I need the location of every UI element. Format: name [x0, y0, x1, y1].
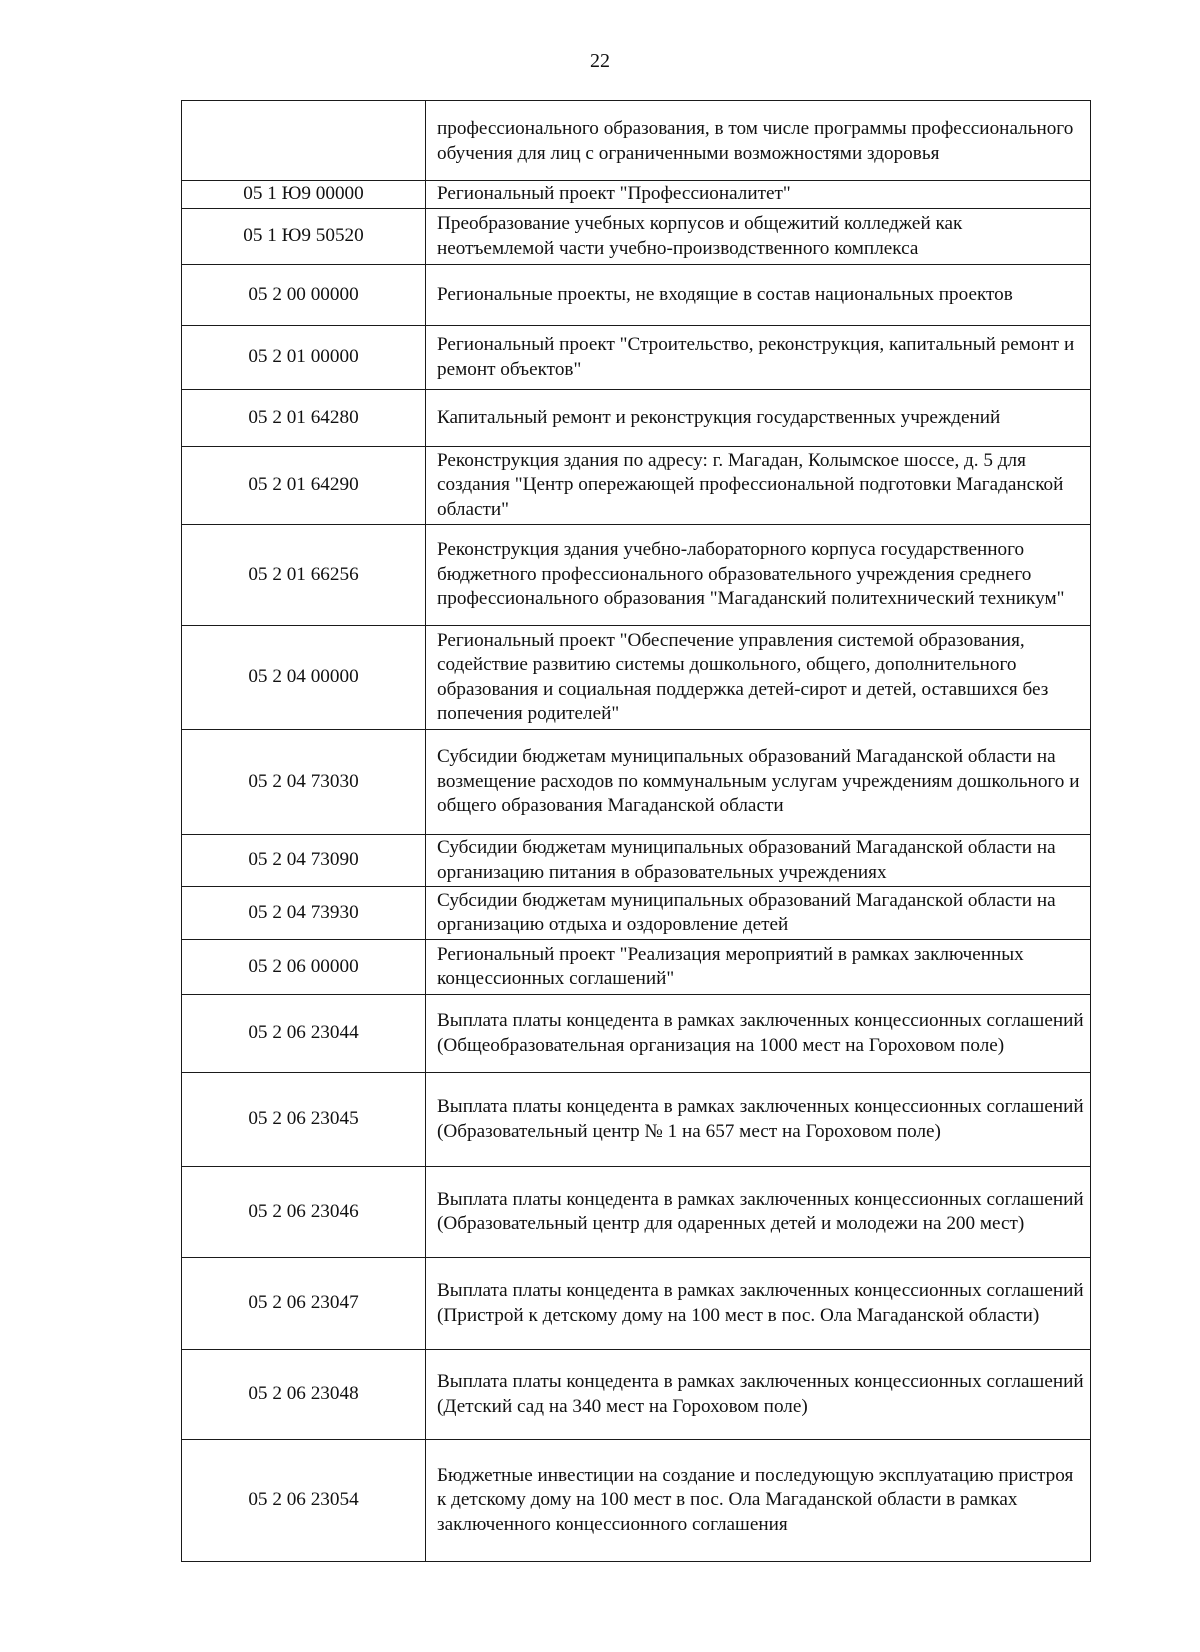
code-cell: 05 2 06 23054	[182, 1440, 426, 1562]
description-cell: Региональный проект "Реализация мероприятий в рамках заключенных концессионных соглашений"	[426, 940, 1091, 995]
description-cell: Преобразование учебных корпусов и общежитий колледжей как неотъемлемой части учебно-производственного комплекса	[426, 209, 1091, 265]
description-cell: Выплата платы концедента в рамках заключенных концессионных соглашений (Общеобразовательная организация на 1000 мест на Гороховом поле)	[426, 995, 1091, 1073]
description-cell: Капитальный ремонт и реконструкция государственных учреждений	[426, 390, 1091, 447]
code-cell: 05 2 06 23047	[182, 1258, 426, 1350]
description-cell: Выплата платы концедента в рамках заключенных концессионных соглашений (Детский сад на 340 мест на Гороховом поле)	[426, 1350, 1091, 1440]
code-cell: 05 2 00 00000	[182, 265, 426, 326]
code-cell: 05 2 01 00000	[182, 326, 426, 390]
page-number: 22	[590, 50, 610, 72]
table-row	[182, 626, 1091, 730]
description-cell: Выплата платы концедента в рамках заключенных концессионных соглашений (Пристрой к детскому дому на 100 мест в пос. Ола Магаданской области)	[426, 1258, 1091, 1350]
table-row	[182, 940, 1091, 995]
table-row	[182, 1258, 1091, 1350]
description-cell: Региональный проект "Профессионалитет"	[426, 181, 1091, 209]
table-row	[182, 525, 1091, 626]
table-row	[182, 887, 1091, 940]
code-cell: 05 1 Ю9 00000	[182, 181, 426, 209]
code-cell: 05 2 01 64280	[182, 390, 426, 447]
code-cell: 05 2 04 73930	[182, 887, 426, 940]
description-cell: профессионального образования, в том числе программы профессионального обучения для лиц с ограниченными возможностями здоровья	[426, 101, 1091, 181]
code-cell: 05 2 01 64290	[182, 447, 426, 525]
code-cell	[182, 101, 426, 181]
code-cell: 05 2 06 23044	[182, 995, 426, 1073]
table-row	[182, 326, 1091, 390]
description-cell: Региональные проекты, не входящие в состав национальных проектов	[426, 265, 1091, 326]
table-row	[182, 101, 1091, 181]
table-row	[182, 1350, 1091, 1440]
description-cell: Субсидии бюджетам муниципальных образований Магаданской области на возмещение расходов по коммунальным услугам учреждениям дошкольного и общего образования Магаданской области	[426, 730, 1091, 835]
description-cell: Выплата платы концедента в рамках заключенных концессионных соглашений (Образовательный центр для одаренных детей и молодежи на 200 мест)	[426, 1167, 1091, 1258]
table-row	[182, 447, 1091, 525]
table-row	[182, 730, 1091, 835]
code-cell: 05 2 01 66256	[182, 525, 426, 626]
budget-code-table	[181, 100, 1091, 1562]
table-row	[182, 1167, 1091, 1258]
table-row	[182, 835, 1091, 887]
description-cell: Бюджетные инвестиции на создание и последующую эксплуатацию пристроя к детскому дому на 100 мест в пос. Ола Магаданской области в рамках заключенного концессионного соглашения	[426, 1440, 1091, 1562]
description-cell: Реконструкция здания по адресу: г. Магадан, Колымское шоссе, д. 5 для создания "Центр опережающей профессиональной подготовки Магаданской области"	[426, 447, 1091, 525]
table-row	[182, 1073, 1091, 1167]
description-cell: Региональный проект "Строительство, реконструкция, капитальный ремонт и ремонт объектов"	[426, 326, 1091, 390]
code-cell: 05 2 04 00000	[182, 626, 426, 730]
description-cell: Субсидии бюджетам муниципальных образований Магаданской области на организацию питания в образовательных учреждениях	[426, 835, 1091, 887]
description-cell: Субсидии бюджетам муниципальных образований Магаданской области на организацию отдыха и оздоровление детей	[426, 887, 1091, 940]
code-cell: 05 2 06 00000	[182, 940, 426, 995]
description-cell: Региональный проект "Обеспечение управления системой образования, содействие развитию системы дошкольного, общего, дополнительного образования и социальная поддержка детей-сирот и детей, оставшихся без попечения родителей"	[426, 626, 1091, 730]
table-row	[182, 181, 1091, 209]
code-cell: 05 2 04 73090	[182, 835, 426, 887]
code-cell: 05 1 Ю9 50520	[182, 209, 426, 265]
table-row	[182, 209, 1091, 265]
table-row	[182, 265, 1091, 326]
code-cell: 05 2 06 23046	[182, 1167, 426, 1258]
description-cell: Реконструкция здания учебно-лабораторного корпуса государственного бюджетного профессионального образовательного учреждения среднего профессионального образования "Магаданский политехнический техникум"	[426, 525, 1091, 626]
code-cell: 05 2 06 23045	[182, 1073, 426, 1167]
code-cell: 05 2 06 23048	[182, 1350, 426, 1440]
table-row	[182, 390, 1091, 447]
table-row	[182, 995, 1091, 1073]
description-cell: Выплата платы концедента в рамках заключенных концессионных соглашений (Образовательный центр № 1 на 657 мест на Гороховом поле)	[426, 1073, 1091, 1167]
code-cell: 05 2 04 73030	[182, 730, 426, 835]
table-row	[182, 1440, 1091, 1562]
